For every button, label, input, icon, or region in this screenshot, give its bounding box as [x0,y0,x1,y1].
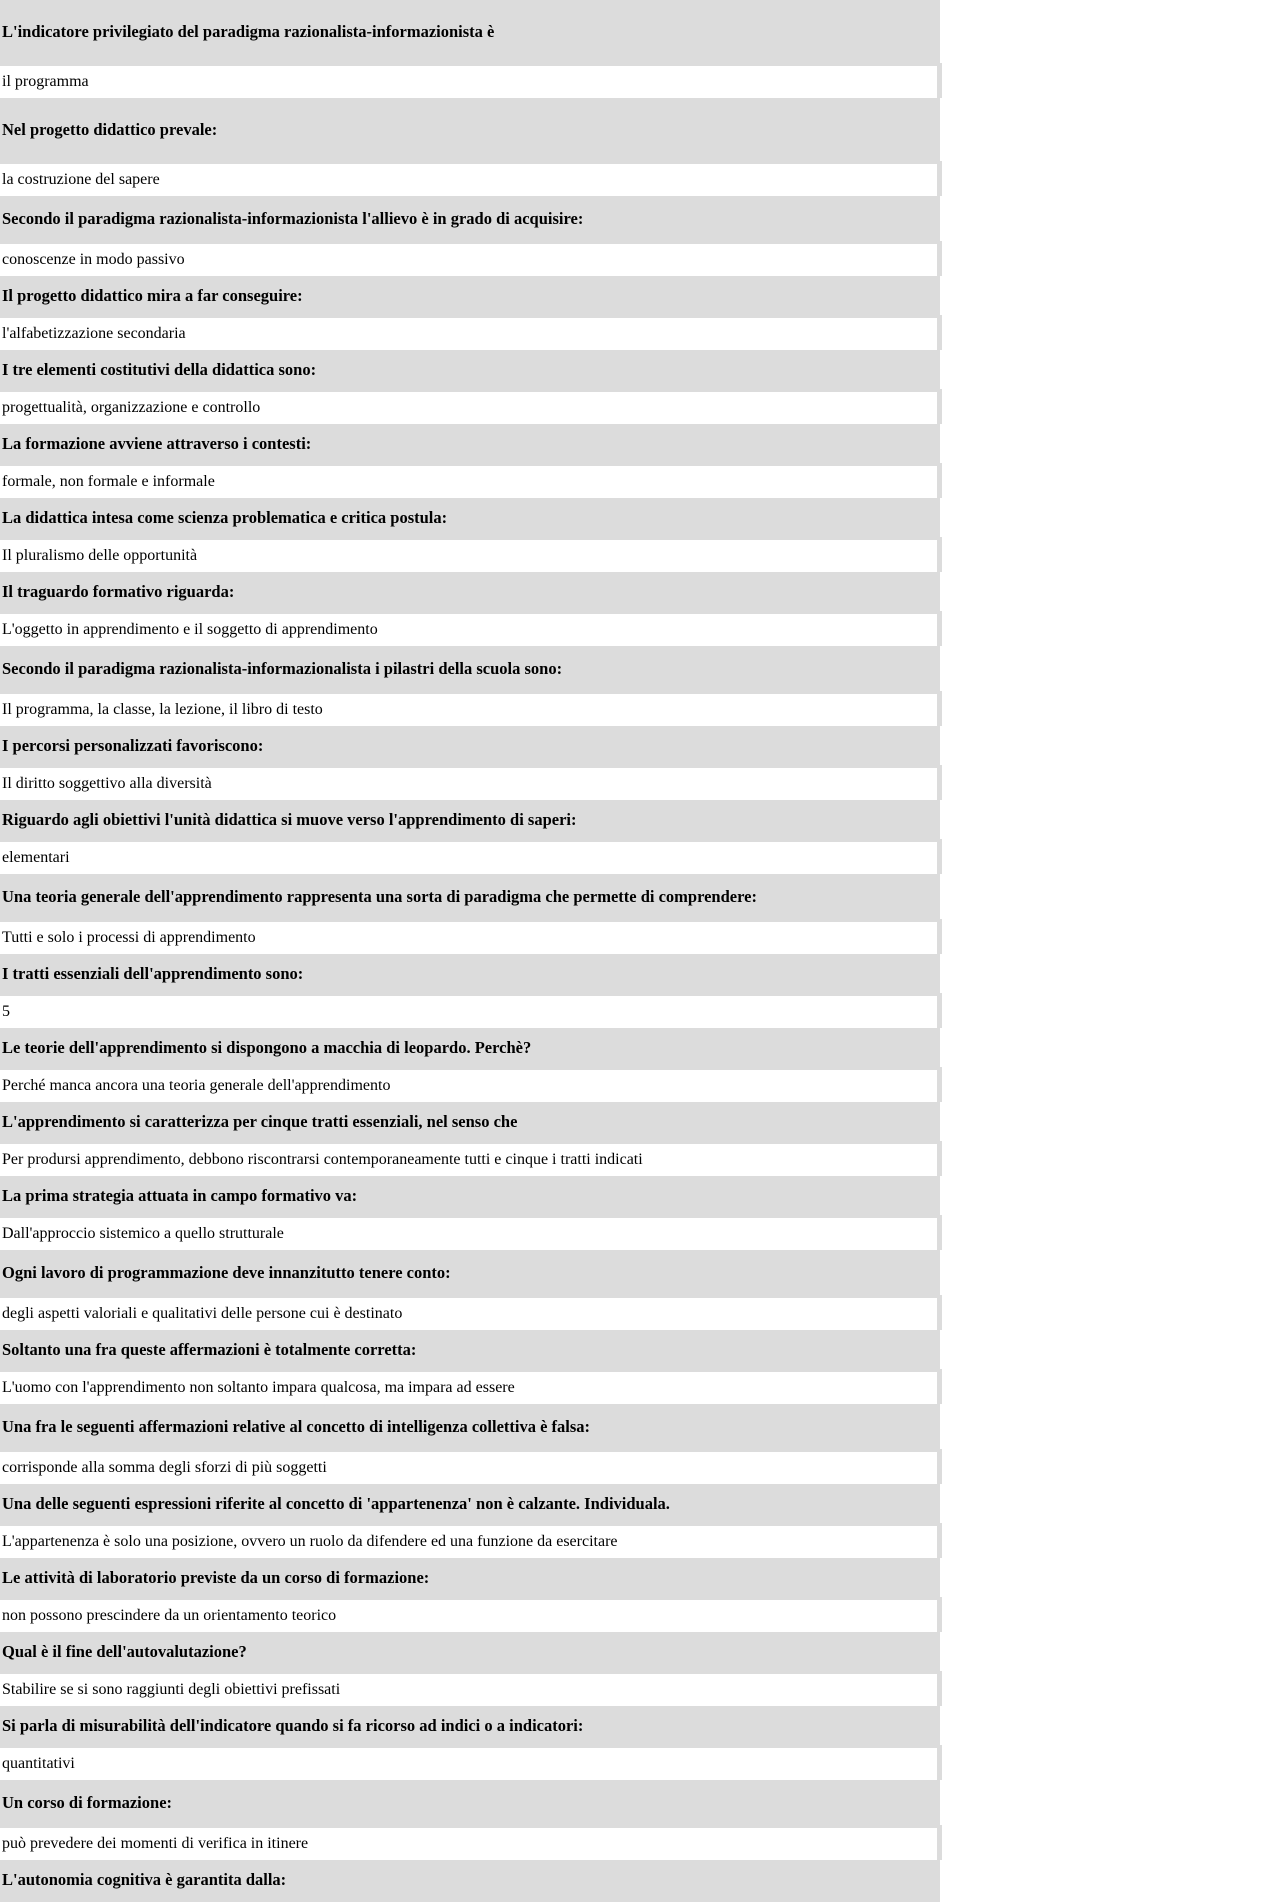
question-row [0,1484,940,1525]
question-text: Ogni lavoro di programmazione deve innanzitutto tenere conto: [0,1250,940,1297]
answer-row [0,1069,940,1103]
question-row [0,954,940,995]
question-text: Una fra le seguenti affermazioni relative al concetto di intelligenza collettiva è falsa: [0,1404,940,1451]
answer-text: non possono prescindere da un orientamento teorico [0,1599,940,1633]
answer-text: Perché manca ancora una teoria generale dell'apprendimento [0,1069,940,1103]
question-text: Le attività di laboratorio previste da un corso di formazione: [0,1558,940,1599]
question-text: L'apprendimento si caratterizza per cinque tratti essenziali, nel senso che [0,1102,940,1143]
answer-row [0,693,940,727]
question-row [0,424,940,465]
question-text: Una delle seguenti espressioni riferite al concetto di 'appartenenza' non è calzante. Individuala. [0,1484,940,1525]
answer-row [0,65,940,99]
answer-row [0,243,940,277]
answer-row [0,995,940,1029]
question-text: L'autonomia cognitiva è garantita dalla: [0,1860,940,1901]
answer-text: Il pluralismo delle opportunità [0,539,940,573]
question-text: La didattica intesa come scienza problematica e critica postula: [0,498,940,539]
answer-text: conoscenze in modo passivo [0,243,940,277]
answer-row [0,465,940,499]
question-text: I tratti essenziali dell'apprendimento sono: [0,954,940,995]
answer-text: quantitativi [0,1747,940,1781]
question-row [0,1558,940,1599]
answer-row [0,391,940,425]
question-text: Secondo il paradigma razionalista-informazionista l'allievo è in grado di acquisire: [0,196,940,243]
question-row [0,98,940,163]
question-row [0,350,940,391]
question-text: I tre elementi costitutivi della didattica sono: [0,350,940,391]
answer-row [0,1217,940,1251]
question-text: L'indicatore privilegiato del paradigma razionalista-informazionista è [0,0,940,65]
question-row [0,572,940,613]
question-row [0,0,940,65]
question-text: Si parla di misurabilità dell'indicatore quando si fa ricorso ad indici o a indicatori: [0,1706,940,1747]
question-row [0,726,940,767]
answer-text: L'oggetto in apprendimento e il soggetto di apprendimento [0,613,940,647]
answer-text: può prevedere dei momenti di verifica in itinere [0,1827,940,1861]
answer-text: formale, non formale e informale [0,465,940,499]
answer-text: l'alfabetizzazione secondaria [0,317,940,351]
question-text: Secondo il paradigma razionalista-informazionalista i pilastri della scuola sono: [0,646,940,693]
question-row [0,1404,940,1451]
question-row [0,1706,940,1747]
answer-text: il programma [0,65,940,99]
answer-row [0,1827,940,1861]
question-row [0,800,940,841]
answer-text: Il diritto soggettivo alla diversità [0,767,940,801]
question-text: Un corso di formazione: [0,1780,940,1827]
question-row [0,1176,940,1217]
question-text: Qual è il fine dell'autovalutazione? [0,1632,940,1673]
answer-row [0,317,940,351]
question-text: Una teoria generale dell'apprendimento rappresenta una sorta di paradigma che permette di comprendere: [0,874,940,921]
question-text: Nel progetto didattico prevale: [0,98,940,163]
answer-row [0,1451,940,1485]
question-text: La prima strategia attuata in campo formativo va: [0,1176,940,1217]
answer-text: L'uomo con l'apprendimento non soltanto impara qualcosa, ma impara ad essere [0,1371,940,1405]
question-row [0,646,940,693]
answer-text: elementari [0,841,940,875]
question-row [0,1028,940,1069]
answer-text: Per prodursi apprendimento, debbono riscontrarsi contemporaneamente tutti e cinque i tratti indicati [0,1143,940,1177]
answer-text: Dall'approccio sistemico a quello strutturale [0,1217,940,1251]
question-row [0,1780,940,1827]
answer-text: L'appartenenza è solo una posizione, ovvero un ruolo da difendere ed una funzione da esercitare [0,1525,940,1559]
answer-row [0,613,940,647]
answer-text: Stabilire se si sono raggiunti degli obiettivi prefissati [0,1673,940,1707]
answer-text: progettualità, organizzazione e controllo [0,391,940,425]
answer-text: la costruzione del sapere [0,163,940,197]
question-row [0,1102,940,1143]
question-text: Riguardo agli obiettivi l'unità didattica si muove verso l'apprendimento di saperi: [0,800,940,841]
question-row [0,498,940,539]
answer-text: degli aspetti valoriali e qualitativi delle persone cui è destinato [0,1297,940,1331]
answer-text: 5 [0,995,940,1029]
question-row [0,1250,940,1297]
answer-text: corrisponde alla somma degli sforzi di più soggetti [0,1451,940,1485]
question-text: Il traguardo formativo riguarda: [0,572,940,613]
answer-row [0,163,940,197]
answer-row [0,921,940,955]
answer-row [0,1371,940,1405]
question-row [0,196,940,243]
answer-row [0,1143,940,1177]
answer-row [0,1599,940,1633]
question-row [0,1860,940,1901]
answer-row [0,1747,940,1781]
question-row [0,276,940,317]
question-row [0,1632,940,1673]
question-text: Il progetto didattico mira a far conseguire: [0,276,940,317]
answer-row [0,1297,940,1331]
answer-text: Tutti e solo i processi di apprendimento [0,921,940,955]
answer-row [0,841,940,875]
question-text: Soltanto una fra queste affermazioni è totalmente corretta: [0,1330,940,1371]
answer-row [0,1525,940,1559]
answer-row [0,539,940,573]
question-row [0,874,940,921]
question-text: Le teorie dell'apprendimento si dispongono a macchia di leopardo. Perchè? [0,1028,940,1069]
question-text: I percorsi personalizzati favoriscono: [0,726,940,767]
answer-row [0,1673,940,1707]
answer-row [0,767,940,801]
answer-text: Il programma, la classe, la lezione, il libro di testo [0,693,940,727]
question-text: La formazione avviene attraverso i contesti: [0,424,940,465]
question-row [0,1330,940,1371]
